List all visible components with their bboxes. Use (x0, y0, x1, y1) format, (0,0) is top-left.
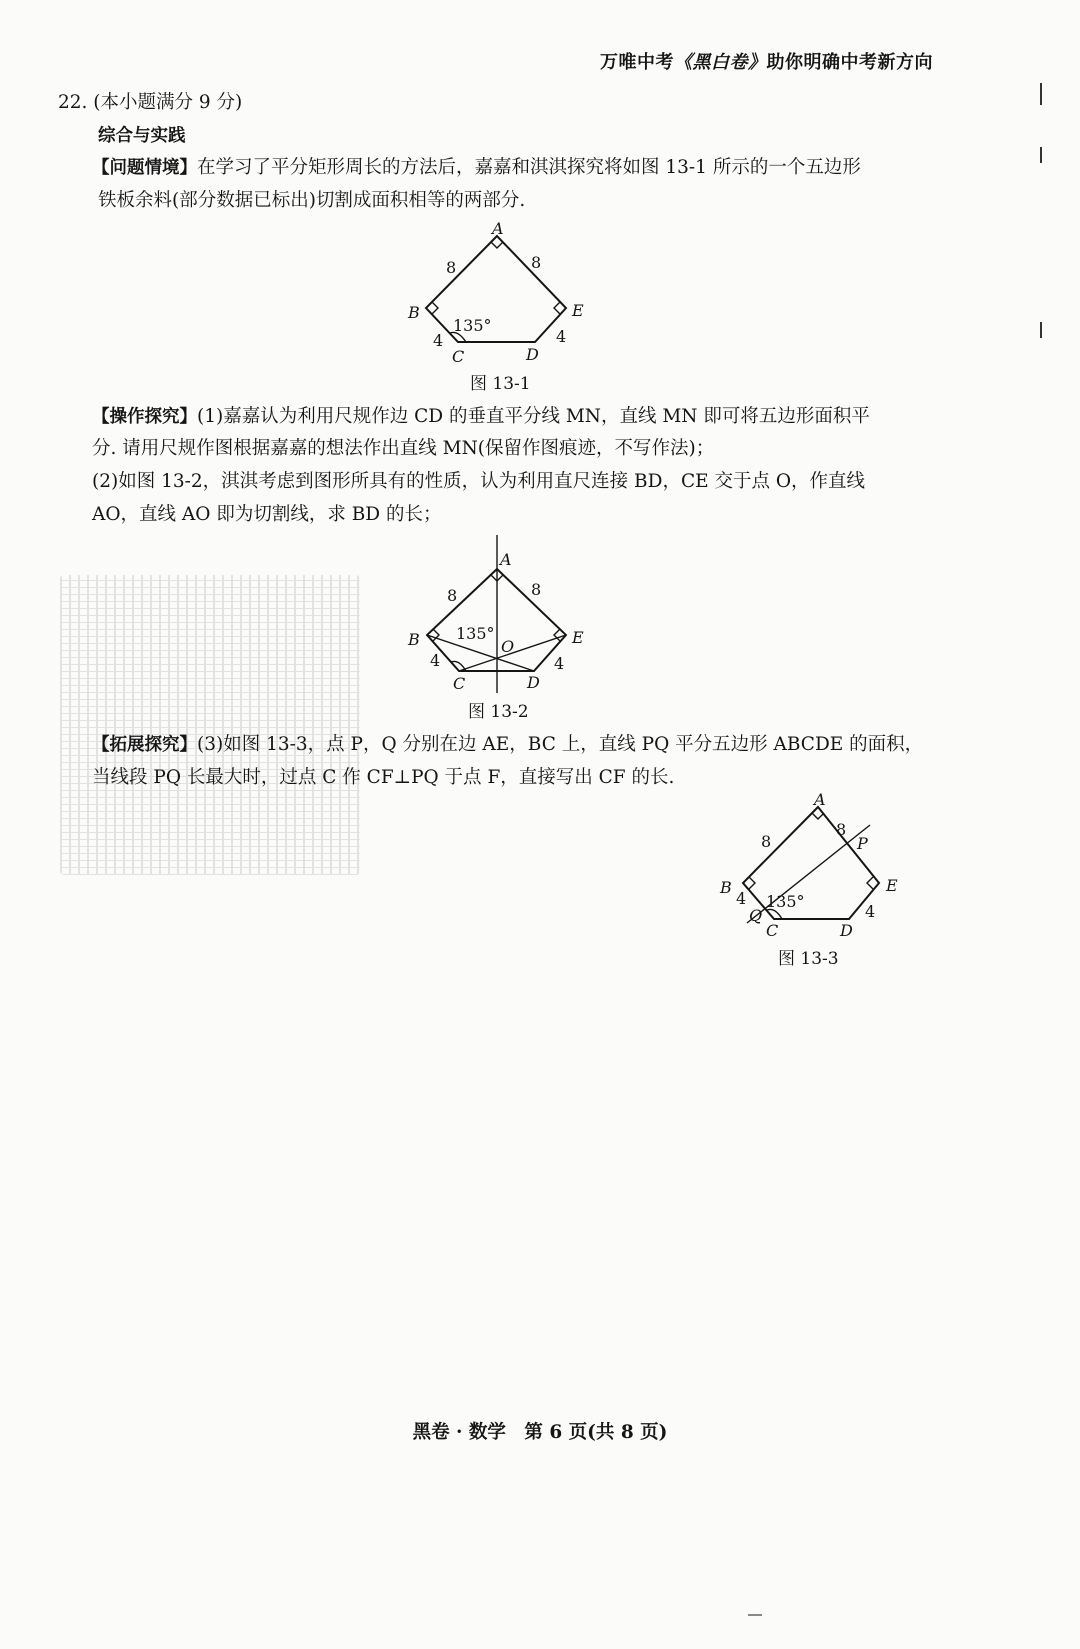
op-tag: 【操作探究】 (92, 407, 197, 427)
margin-mark (1040, 322, 1042, 338)
pentagon-shape (426, 236, 566, 342)
label-b: B (408, 303, 420, 322)
context-line-1 (92, 153, 861, 183)
page-footer: 黑卷 · 数学 第 6 页(共 8 页) (412, 1422, 668, 1443)
label-e: E (886, 876, 898, 895)
length-de: 4 (556, 327, 567, 346)
op-line-4: AO，直线 AO 即为切割线，求 BD 的长； (92, 504, 442, 525)
pentagon-outline (743, 807, 879, 919)
label-a: A (492, 219, 504, 238)
op-text-1: (1)嘉嘉认为利用尺规作边 CD 的垂直平分线 MN，直线 MN 即可将五边形面积平 (197, 406, 870, 427)
length-de: 4 (554, 654, 565, 673)
context-text-1: 在学习了平分矩形周长的方法后，嘉嘉和淇淇探究将如图 13-1 所示的一个五边形 (197, 157, 861, 178)
label-b: B (408, 630, 420, 649)
op-line-2: 分. 请用尺规作图根据嘉嘉的想法作出直线 MN(保留作图痕迹，不写作法)； (92, 438, 715, 459)
ext-text-1: (3)如图 13-3，点 P，Q 分别在边 AE，BC 上，直线 PQ 平分五边形 ABCDE 的面积， (197, 734, 924, 755)
problem-number: 22. (本小题满分 9 分) (58, 92, 243, 113)
length-bc: 4 (736, 889, 747, 908)
label-a: A (500, 550, 512, 569)
pentagon-outline (426, 236, 566, 342)
length-ae: 8 (531, 253, 542, 272)
context-line-2: 铁板余料(部分数据已标出)切割成面积相等的两部分. (98, 190, 526, 211)
margin-mark (1040, 83, 1042, 105)
label-d: D (527, 673, 540, 692)
ext-tag: 【拓展探究】 (92, 735, 197, 755)
right-angle-e (867, 877, 873, 889)
right-angle-b (432, 302, 438, 314)
caption-13-3: 图 13-3 (778, 949, 839, 969)
label-a: A (814, 790, 826, 809)
label-b: B (720, 878, 732, 897)
figure-13-2 (400, 535, 600, 699)
caption-13-1: 图 13-1 (470, 374, 531, 394)
length-ae: 8 (836, 820, 847, 839)
scan-artifact (60, 575, 360, 875)
length-bc: 4 (430, 651, 441, 670)
label-c: C (453, 674, 466, 693)
margin-mark (1040, 147, 1042, 163)
op-line-1 (92, 402, 870, 432)
label-d: D (526, 345, 539, 364)
op-line-3: (2)如图 13-2，淇淇考虑到图形所具有的性质，认为利用直尺连接 BD，CE 交于点 O，作直线 (92, 471, 866, 492)
problem-subtitle: 综合与实践 (98, 126, 186, 146)
angle-label: 135° (453, 316, 492, 335)
ext-line-2: 当线段 PQ 长最大时，过点 C 作 CF⊥PQ 于点 F，直接写出 CF 的长. (92, 767, 675, 788)
header-suffix: 助你明确中考新方向 (766, 52, 933, 73)
scan-dash (748, 1614, 762, 1616)
length-de: 4 (865, 902, 876, 921)
angle-label: 135° (766, 892, 805, 911)
length-ab: 8 (447, 586, 458, 605)
length-ab: 8 (446, 258, 457, 277)
right-angle-a (812, 813, 824, 819)
caption-13-2: 图 13-2 (468, 702, 529, 722)
right-angle-a (491, 242, 503, 248)
right-angle-e (554, 302, 560, 314)
header-brand: 《黑白卷》 (674, 52, 767, 73)
length-bc: 4 (433, 331, 444, 350)
figure-13-3 (712, 790, 912, 944)
length-ab: 8 (761, 832, 772, 851)
label-p: P (857, 834, 868, 853)
label-q: Q (749, 906, 763, 925)
label-e: E (572, 628, 584, 647)
label-d: D (840, 921, 853, 940)
label-e: E (572, 301, 584, 320)
page-header (600, 48, 940, 74)
header-prefix: 万唯中考 (600, 52, 674, 73)
label-o: O (501, 637, 515, 656)
angle-label: 135° (456, 624, 495, 643)
label-c: C (452, 347, 465, 366)
right-angle-b (749, 877, 755, 889)
figure-13-1 (400, 219, 600, 371)
label-c: C (766, 921, 779, 940)
context-tag: 【问题情境】 (92, 158, 197, 178)
length-ae: 8 (531, 580, 542, 599)
ext-line-1 (92, 730, 923, 760)
